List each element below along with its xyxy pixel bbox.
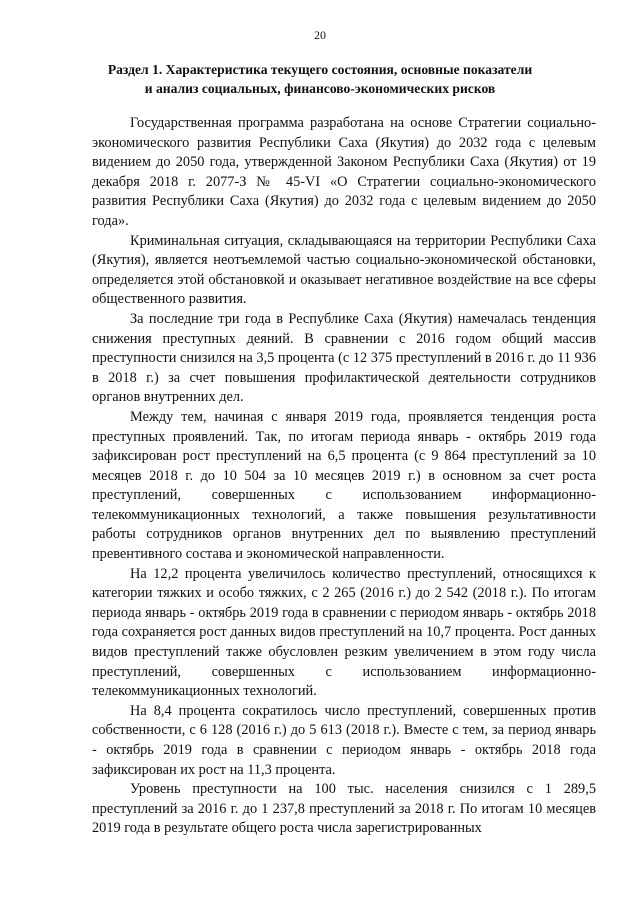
section-heading	[82, 60, 558, 98]
paragraph-property-crimes: На 8,4 процента сократилось число преступлений, совершенных против собственности, с 6 128 (2016 г.) до 5 613 (2018 г.). Вместе с тем, за период январь - октябрь 2019 года в сравнении с периодом январь - октябрь 2018 года зафиксирован их рост на 11,3 процента.	[92, 702, 596, 778]
paragraph-crime-growth-2019: Между тем, начиная с января 2019 года, проявляется тенденция роста преступных проявлений. Так, по итогам периода январь - октябрь 2019 года зафиксирован рост преступлений на 6,5 процента (с 9 864 преступлений за 10 месяцев 2018 г. до 10 504 за 10 месяцев 2019 г.) в основном за счет роста преступлений, совершенных с использованием информационно-телекоммуникационных технологий, а также повышения результативности работы сотрудников органов внутренних дел по выявлению преступлений превентивного состава и экономической направленности.	[92, 408, 596, 563]
page-number: 20	[314, 28, 326, 42]
paragraph-strategy-basis: Государственная программа разработана на основе Стратегии социально-экономического развития Республики Саха (Якутия) до 2032 года с целевым видением до 2050 года, утвержденной Законом Республики Саха (Якутия) от 19 декабря 2018 г. 2077-З № 45-VI «О Стратегии социально-экономического развития Республики Саха (Якутия) до 2032 года с целевым видением до 2050 года».	[92, 115, 596, 229]
paragraph-crime-decrease: За последние три года в Республике Саха (Якутия) намечалась тенденция снижения преступных деяний. В сравнении с 2016 годом общий массив преступности снизился на 3,5 процента (с 12 375 преступлений в 2016 г. до 11 936 в 2018 г.) за счет повышения профилактической деятельности сотрудников органов внутренних дел.	[92, 310, 596, 406]
paragraph-criminal-situation: Криминальная ситуация, складывающаяся на территории Республики Саха (Якутия), является неотъемлемой частью социально-экономической обстановки, определяется этой обстановкой и оказывает негативное воздействие на все сферы общественного развития.	[92, 232, 596, 308]
section-heading-line-1: Раздел 1. Характеристика текущего состояния, основные показатели	[107, 62, 533, 77]
body-text	[92, 114, 596, 839]
paragraph-crime-rate: Уровень преступности на 100 тыс. населения снизился с 1 289,5 преступлений за 2016 г. до 1 237,8 преступлений за 2018 г. По итогам 10 месяцев 2019 года в результате общего роста числа зарегистрированных	[92, 781, 596, 837]
section-heading-line-2: и анализ социальных, финансово-экономических рисков	[144, 81, 496, 96]
paragraph-grave-crimes: На 12,2 процента увеличилось количество преступлений, относящихся к категории тяжких и особо тяжких, с 2 265 (2016 г.) до 2 542 (2018 г.). По итогам периода январь - октябрь 2019 года в сравнении с периодом январь - октябрь 2018 года сохраняется рост данных видов преступлений на 10,7 процента. Рост данных видов преступлений также обусловлен резким увеличением в этом году числа преступлений, совершенных с использованием информационно-телекоммуникационных технологий.	[92, 565, 596, 700]
